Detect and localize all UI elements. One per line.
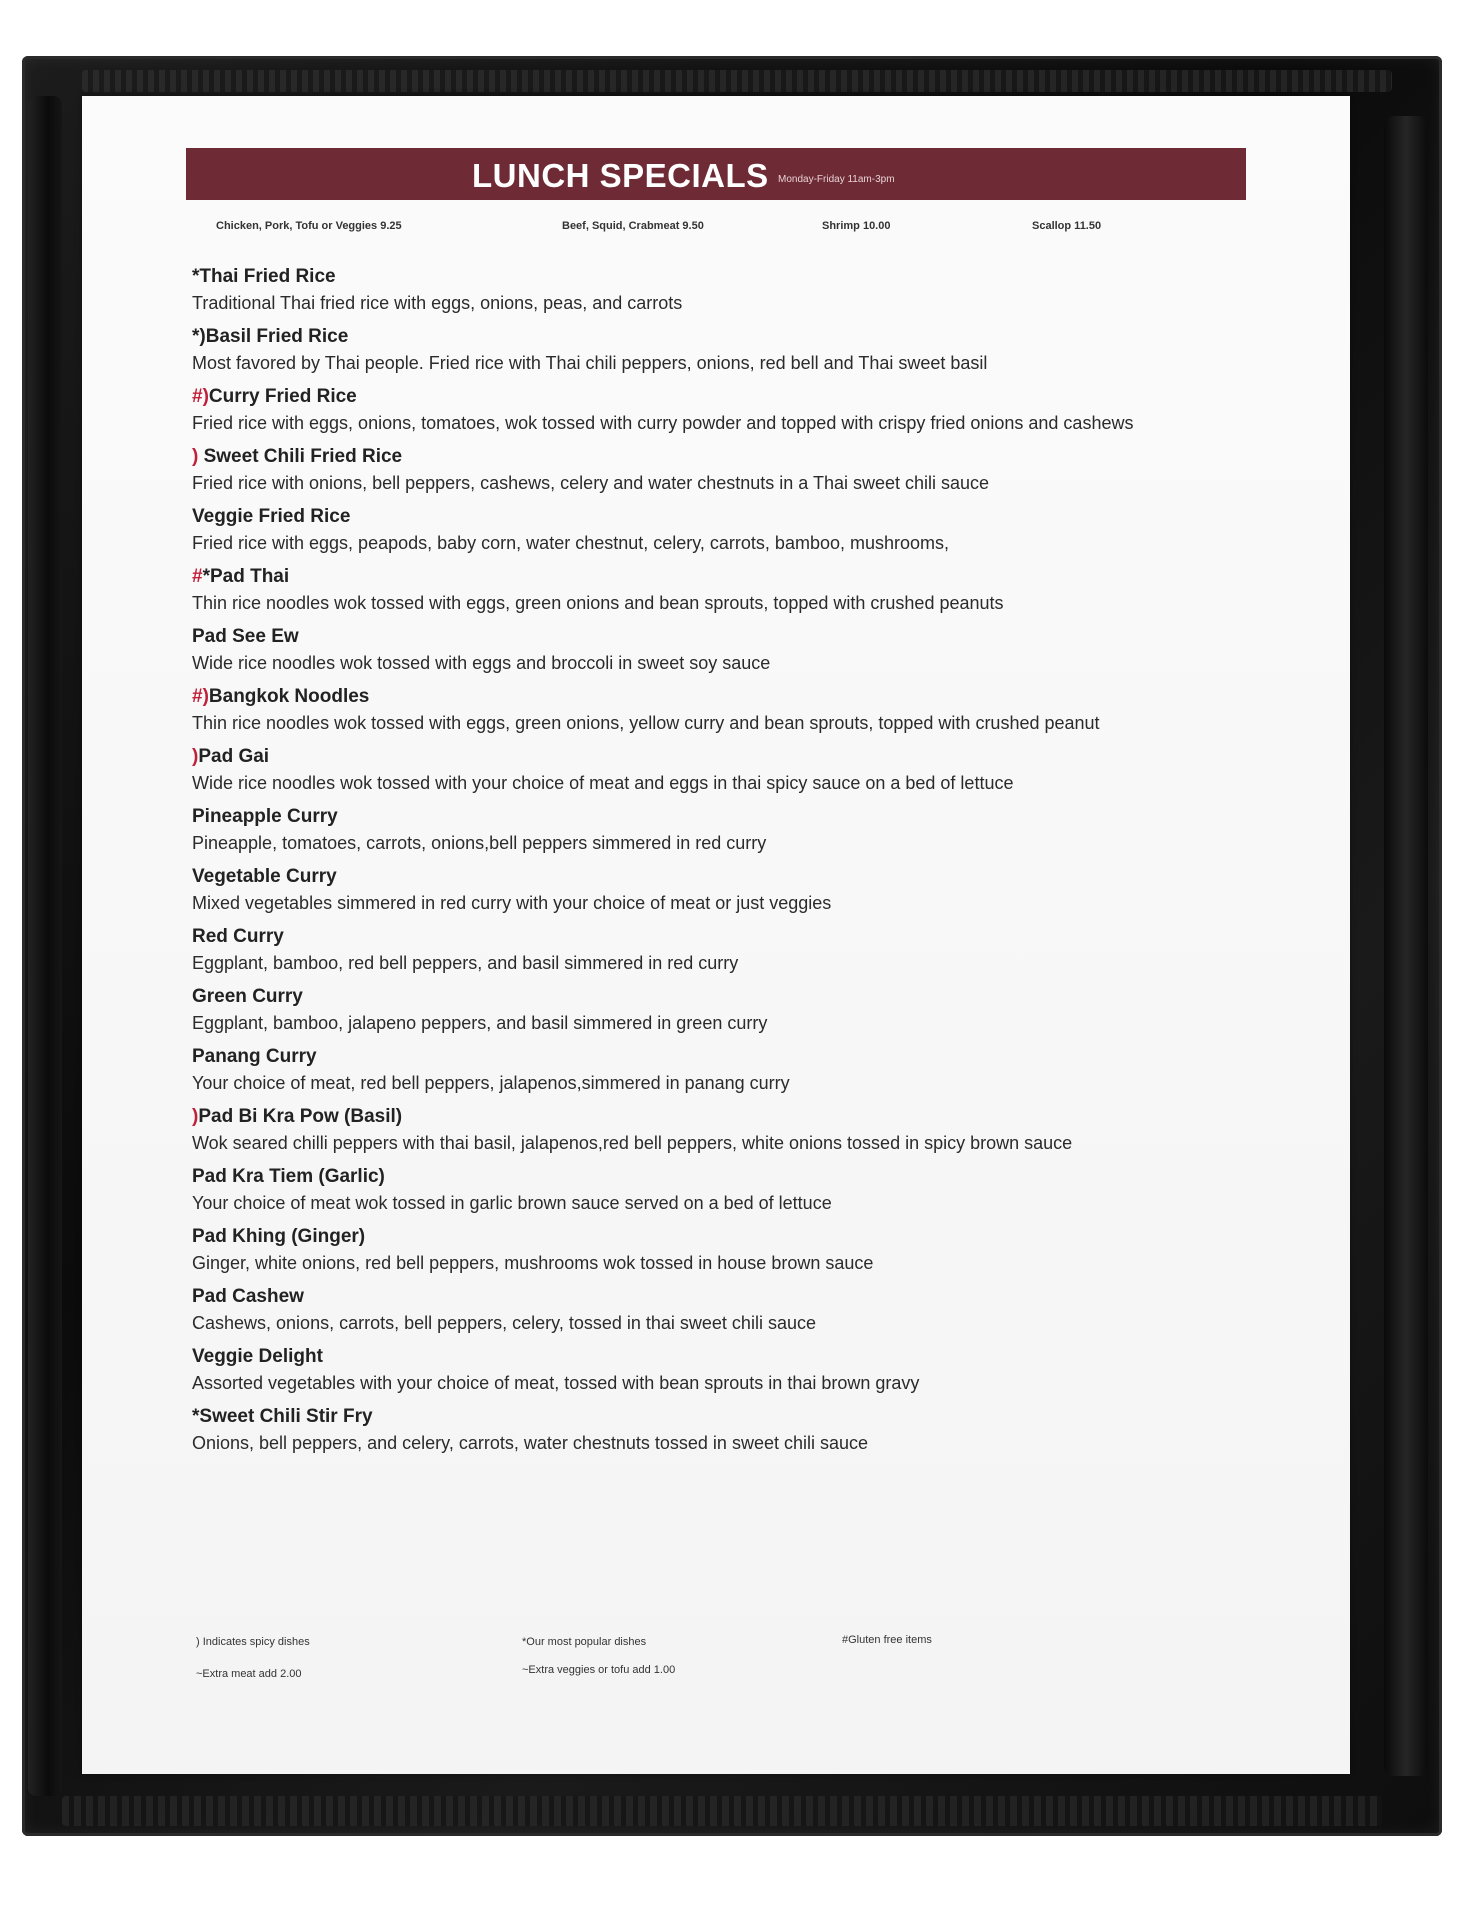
menu-item-marker: # xyxy=(192,566,203,587)
menu-item-title: Pineapple Curry xyxy=(192,806,338,827)
menu-item-name xyxy=(192,1284,1332,1310)
menu-item-title: Pad Bi Kra Pow (Basil) xyxy=(198,1106,403,1127)
page-title: LUNCH SPECIALS xyxy=(472,157,769,194)
menu-item-title: Veggie Fried Rice xyxy=(192,506,351,527)
menu-item xyxy=(192,1104,1332,1156)
menu-item-description: Thin rice noodles wok tossed with eggs, green onions, yellow curry and bean sprouts, topped with crushed peanut xyxy=(192,713,1100,733)
menu-item-description: Fried rice with onions, bell peppers, cashews, celery and water chestnuts in a Thai sweet chili sauce xyxy=(192,473,990,493)
menu-item-title: Bangkok Noodles xyxy=(208,686,370,707)
legend-gluten: #Gluten free items xyxy=(842,1634,932,1646)
price-tier-4: Scallop 11.50 xyxy=(1032,220,1102,232)
cover-edge-right xyxy=(1384,116,1428,1776)
legend-popular: *Our most popular dishes xyxy=(522,1636,647,1648)
menu-item-name xyxy=(192,384,1332,410)
menu-item-name xyxy=(192,1164,1332,1190)
menu-item-name xyxy=(192,264,1332,290)
menu-item-name xyxy=(192,1404,1332,1430)
menu-item-description: Onions, bell peppers, and celery, carrots, water chestnuts tossed in sweet chili sauce xyxy=(192,1433,869,1453)
menu-item xyxy=(192,384,1332,436)
menu-item-name xyxy=(192,564,1332,590)
menu-item xyxy=(192,564,1332,616)
menu-item-name xyxy=(192,1044,1332,1070)
menu-list xyxy=(192,264,1332,1464)
menu-item-title: Green Curry xyxy=(192,986,303,1007)
menu-item xyxy=(192,1044,1332,1096)
menu-item-description: Fried rice with eggs, onions, tomatoes, wok tossed with curry powder and topped with crispy fried onions and cashews xyxy=(192,413,1134,433)
cover-stitching-bottom xyxy=(62,1796,1382,1826)
title-banner xyxy=(186,148,1246,200)
menu-item-title: Pad Khing (Ginger) xyxy=(192,1226,366,1247)
menu-item-title: Veggie Delight xyxy=(192,1346,323,1367)
price-tier-2: Beef, Squid, Crabmeat 9.50 xyxy=(562,220,704,232)
menu-item xyxy=(192,264,1332,316)
menu-item xyxy=(192,1344,1332,1396)
menu-item-description: Your choice of meat wok tossed in garlic brown sauce served on a bed of lettuce xyxy=(192,1193,832,1213)
menu-item-name xyxy=(192,804,1332,830)
menu-item-marker: ) xyxy=(192,746,199,767)
menu-item-title: Vegetable Curry xyxy=(192,866,337,887)
menu-item-description: Assorted vegetables with your choice of meat, tossed with bean sprouts in thai brown gravy xyxy=(192,1373,920,1393)
menu-item-description: Your choice of meat, red bell peppers, jalapenos,simmered in panang curry xyxy=(192,1073,790,1093)
menu-item-description: Wide rice noodles wok tossed with your choice of meat and eggs in thai spicy sauce on a bed of lettuce xyxy=(192,773,1014,793)
menu-item-marker: ) xyxy=(192,1106,199,1127)
menu-item-title: *Pad Thai xyxy=(202,566,290,587)
menu-item-marker: ) xyxy=(192,446,199,467)
cover-stitching-top xyxy=(82,70,1392,92)
menu-item-description: Ginger, white onions, red bell peppers, mushrooms wok tossed in house brown sauce xyxy=(192,1253,874,1273)
menu-item-title: Panang Curry xyxy=(192,1046,317,1067)
menu-item-title: *Sweet Chili Stir Fry xyxy=(192,1406,373,1427)
menu-item-name xyxy=(192,624,1332,650)
menu-item xyxy=(192,924,1332,976)
menu-item-title: Red Curry xyxy=(192,926,284,947)
menu-item-title: *)Basil Fried Rice xyxy=(192,326,349,347)
menu-item-title: Pad Gai xyxy=(198,746,270,767)
menu-item-name xyxy=(192,984,1332,1010)
menu-item xyxy=(192,1284,1332,1336)
menu-item-description: Mixed vegetables simmered in red curry with your choice of meat or just veggies xyxy=(192,893,832,913)
menu-item-title: Pad Kra Tiem (Garlic) xyxy=(192,1166,385,1187)
menu-item xyxy=(192,1404,1332,1456)
menu-item-description: Fried rice with eggs, peapods, baby corn, water chestnut, celery, carrots, bamboo, mushrooms, xyxy=(192,533,950,553)
menu-item-marker: #) xyxy=(192,386,209,407)
menu-item-description: Pineapple, tomatoes, carrots, onions,bell peppers simmered in red curry xyxy=(192,833,767,853)
legend-extra-veggies: ~Extra veggies or tofu add 1.00 xyxy=(522,1664,676,1676)
menu-item xyxy=(192,804,1332,856)
menu-item xyxy=(192,504,1332,556)
menu-item-title: Pad Cashew xyxy=(192,1286,304,1307)
menu-item xyxy=(192,624,1332,676)
menu-item-name xyxy=(192,744,1332,770)
price-tier-3: Shrimp 10.00 xyxy=(822,220,891,232)
menu-item-title: Pad See Ew xyxy=(192,626,299,647)
menu-item-description: Eggplant, bamboo, red bell peppers, and basil simmered in red curry xyxy=(192,953,739,973)
menu-item-name xyxy=(192,864,1332,890)
menu-item-description: Wide rice noodles wok tossed with eggs and broccoli in sweet soy sauce xyxy=(192,653,771,673)
menu-item-name xyxy=(192,684,1332,710)
menu-item-description: Cashews, onions, carrots, bell peppers, celery, tossed in thai sweet chili sauce xyxy=(192,1313,816,1333)
legend-extra-meat: ~Extra meat add 2.00 xyxy=(196,1668,302,1680)
menu-item-name xyxy=(192,1344,1332,1370)
price-tier-1: Chicken, Pork, Tofu or Veggies 9.25 xyxy=(216,220,402,232)
menu-item-description: Thin rice noodles wok tossed with eggs, green onions and bean sprouts, topped with crushed peanuts xyxy=(192,593,1004,613)
menu-item-name xyxy=(192,324,1332,350)
menu-item-description: Eggplant, bamboo, jalapeno peppers, and basil simmered in green curry xyxy=(192,1013,768,1033)
menu-item-title: Curry Fried Rice xyxy=(208,386,357,407)
menu-item-name xyxy=(192,924,1332,950)
menu-item-description: Most favored by Thai people. Fried rice with Thai chili peppers, onions, red bell and Thai sweet basil xyxy=(192,353,988,373)
cover-edge-left xyxy=(28,96,62,1796)
menu-item xyxy=(192,864,1332,916)
menu-item-name xyxy=(192,444,1332,470)
menu-item xyxy=(192,984,1332,1036)
menu-item-marker: #) xyxy=(192,686,209,707)
menu-item xyxy=(192,744,1332,796)
menu-item-title: Sweet Chili Fried Rice xyxy=(198,446,403,467)
menu-item xyxy=(192,444,1332,496)
menu-item-name xyxy=(192,504,1332,530)
menu-item-title: *Thai Fried Rice xyxy=(192,266,336,287)
menu-item xyxy=(192,324,1332,376)
menu-sheet xyxy=(82,96,1350,1774)
menu-item-name xyxy=(192,1224,1332,1250)
menu-item xyxy=(192,1164,1332,1216)
menu-item-description: Traditional Thai fried rice with eggs, onions, peas, and carrots xyxy=(192,293,683,313)
menu-item xyxy=(192,1224,1332,1276)
menu-item xyxy=(192,684,1332,736)
hours-note: Monday-Friday 11am-3pm xyxy=(778,174,895,185)
menu-item-description: Wok seared chilli peppers with thai basil, jalapenos,red bell peppers, white onions tossed in spicy brown sauce xyxy=(192,1133,1073,1153)
legend-spicy: ) Indicates spicy dishes xyxy=(196,1636,310,1648)
menu-item-name xyxy=(192,1104,1332,1130)
